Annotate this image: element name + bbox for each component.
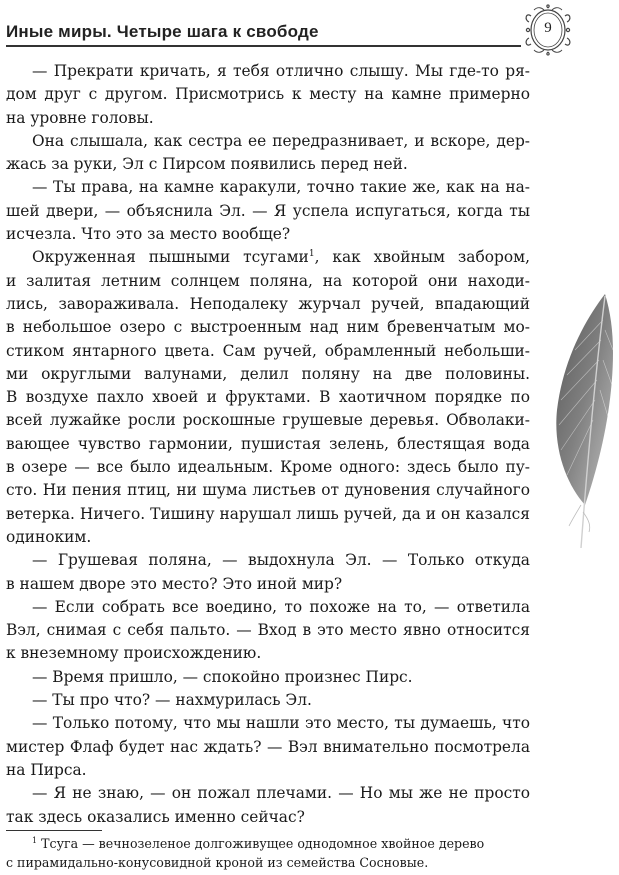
text-line: и залитая летним солнцем поляна, на которой они находи- — [6, 271, 530, 290]
text-line: Вэл, снимая с себя пальто. — Вход в это место явно относится — [6, 621, 530, 640]
text-line: в озере — все было идеальным. Кроме одного: здесь было пу- — [6, 458, 530, 477]
text-fragment: , как хвойным забором, — [314, 248, 530, 267]
text-line: ми округлыми валунами, делил поляну на две половины. — [6, 364, 530, 383]
text-line: так здесь оказались именно сейчас? — [6, 807, 305, 826]
text-line: всей лужайке росли роскошные грушевые деревья. Обволаки- — [6, 411, 530, 430]
text-line: шей двери, — объяснила Эл. — Я успела испугаться, когда ты — [6, 201, 530, 220]
text-fragment: Окруженная пышными тсугами — [32, 248, 309, 267]
text-line: дом друг с другом. Присмотрись к месту на камне примерно — [6, 85, 530, 104]
footnote-marker: 1 — [32, 835, 38, 845]
text-line: вающее чувство гармонии, пушистая зелень, блестящая вода — [6, 434, 530, 453]
text-line-with-footnote-ref — [6, 246, 530, 269]
page-number: 9 — [544, 20, 552, 36]
footnote-line — [6, 834, 530, 853]
text-line: — Прекрати кричать, я тебя отлично слышу. Мы где-то ря- — [32, 62, 530, 80]
text-line: — Грушевая поляна, — выдохнула Эл. — Только откуда — [32, 551, 530, 570]
text-line: одиноким. — [6, 527, 92, 546]
text-line: исчезла. Что это за место вообще? — [6, 225, 291, 244]
text-line: лись, завораживала. Неподалеку журчал ручей, впадающий — [6, 294, 530, 313]
text-line: стиком янтарного цвета. Сам ручей, обрамленный небольши- — [6, 341, 530, 360]
running-title: Иные миры. Четыре шага к свободе — [6, 22, 319, 41]
text-line: ветерка. Ничего. Тишину нарушал лишь ручей, да и он казался — [6, 504, 530, 523]
text-line: сто. Ни пения птиц, ни шума листьев от дуновения случайного — [6, 481, 530, 500]
text-line: в небольшое озеро с выстроенным над ним бревенчатым мо- — [6, 318, 530, 337]
text-line: — Время пришло, — спокойно произнес Пирс. — [32, 667, 413, 686]
text-line: — Я не знаю, — он пожал плечами. — Но мы же не просто — [32, 784, 530, 803]
text-line: Она слышала, как сестра ее передразнивает, и вскоре, дер- — [32, 131, 530, 150]
text-line: — Если собрать все воедино, то похоже на то, — ответила — [32, 597, 530, 616]
text-line: мистер Флаф будет нас ждать? — Вэл внимательно посмотрела — [6, 737, 530, 756]
footnote-rule — [6, 830, 102, 831]
footnote — [6, 834, 530, 872]
text-line: В воздухе пахло хвоей и фруктами. В хаотичном порядке по — [6, 388, 530, 407]
footnote-text: Тсуга — вечнозеленое долгоживущее однодомное хвойное дерево — [41, 836, 485, 851]
text-line: — Ты права, на камне каракули, точно такие же, как на на- — [32, 178, 530, 197]
text-line: — Ты про что? — нахмурилась Эл. — [32, 691, 312, 710]
text-line: на уровне головы. — [6, 108, 154, 127]
text-line: к внеземному происхождению. — [6, 644, 262, 663]
text-line: на Пирса. — [6, 760, 87, 779]
feather-illustration — [545, 290, 619, 550]
text-line: жась за руки, Эл с Пирсом появились перед ней. — [6, 155, 408, 174]
footnote-reference: 1 — [308, 249, 315, 260]
body-text — [6, 60, 530, 829]
text-line: в нашем дворе это место? Это иной мир? — [6, 574, 343, 593]
text-line: — Только потому, что мы нашли это место, ты думаешь, что — [32, 714, 530, 733]
header-rule — [6, 45, 521, 47]
footnote-line: с пирамидально-конусовидной кроной из семейства Сосновые. — [6, 855, 429, 870]
